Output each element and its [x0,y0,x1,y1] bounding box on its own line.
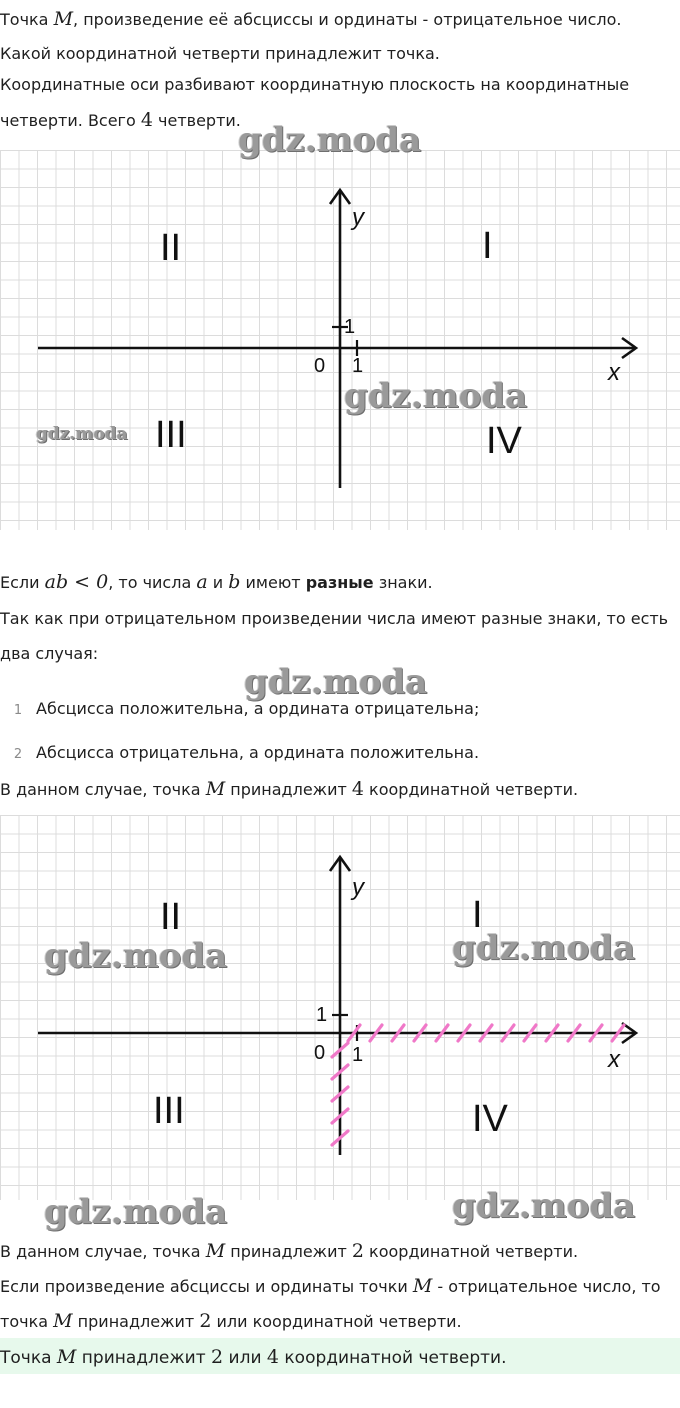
coordinate-plane-1 [0,150,680,530]
y-axis-label: y [352,874,364,901]
quadrant-2-label: II [160,227,182,269]
quadrant-4-label: IV [472,1098,508,1140]
watermark: gdz.moda [44,1192,228,1232]
axes-1 [0,150,680,530]
quadrant-3-label: III [153,1090,185,1132]
origin-label: 0 [314,1042,326,1064]
result-quadrant-2: В данном случае, точка M принадлежит 2 координатной четверти. [0,1240,579,1262]
watermark: gdz.moda [238,120,422,160]
axes-2 [0,815,680,1200]
reason-line-2: два случая: [0,644,99,663]
origin-label: 0 [314,355,326,377]
watermark: gdz.moda [452,928,636,968]
unit-y-label: 1 [344,316,356,338]
reason-line-1: Так как при отрицательном произведении числа имеют разные знаки, то есть [0,609,669,628]
watermark: gdz.moda [36,424,128,444]
result-quadrant-4: В данном случае, точка M принадлежит 4 координатной четверти. [0,778,579,800]
condition-line: Если ab < 0, то числа a и b имеют разные знаки. [0,571,433,593]
quadrant-2-label: II [160,896,182,938]
intro-line-2: Какой координатной четверти принадлежит точка. [0,44,440,63]
x-axis-label: x [608,1046,620,1073]
quadrant-3-label: III [155,414,187,456]
unit-x-label: 1 [352,355,364,377]
final-answer: Точка M принадлежит 2 или 4 координатной четверти. [0,1346,507,1368]
watermark: gdz.moda [44,936,228,976]
quadrant-4-label: IV [486,420,522,462]
quadrant-1-label: I [482,225,493,267]
watermark: gdz.moda [244,662,428,702]
quadrant-1-label: I [472,894,483,936]
unit-x-label: 1 [352,1044,364,1066]
intro-line-3: Координатные оси разбивают координатную плоскость на координатные [0,75,630,94]
y-axis-label: y [352,204,364,231]
coordinate-plane-2 [0,815,680,1200]
intro-line-1: Точка M, произведение её абсциссы и ординаты - отрицательное число. [0,8,622,30]
var-m: M [53,8,74,30]
conclusion-line-1: Если произведение абсциссы и ординаты точки M - отрицательное число, то [0,1275,661,1297]
unit-y-label: 1 [316,1004,328,1026]
list-item: 2 Абсцисса отрицательна, а ордината положительна. [13,743,480,762]
intro-line-4: четверти. Всего 4 четверти. [0,109,241,131]
x-axis-label: x [608,359,620,386]
watermark: gdz.moda [344,376,528,416]
list-item: 1 Абсцисса положительна, а ордината отрицательна; [13,699,480,718]
watermark: gdz.moda [452,1186,636,1226]
conclusion-line-2: точка M принадлежит 2 или координатной четверти. [0,1310,462,1332]
